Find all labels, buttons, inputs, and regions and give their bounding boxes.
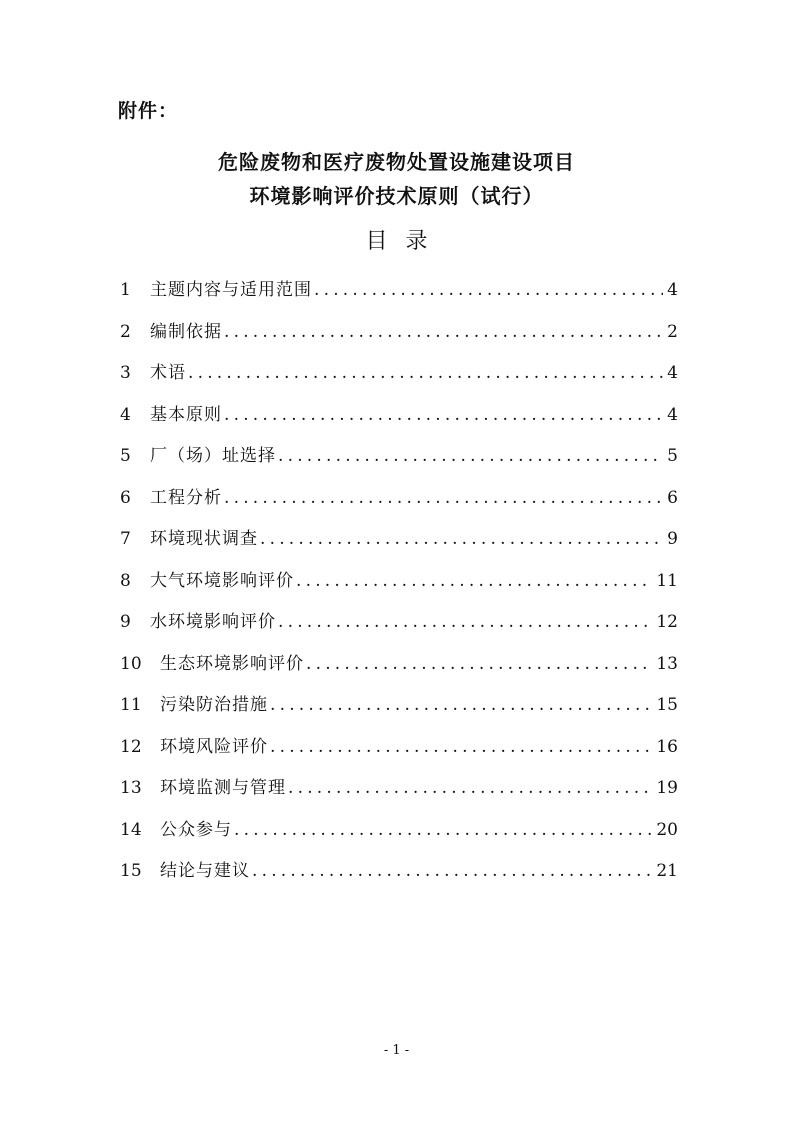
- toc-item-page: 6: [667, 487, 678, 508]
- toc-item-page: 20: [656, 819, 678, 840]
- toc-item-title: 结论与建议: [160, 861, 250, 881]
- toc-item-page: 4: [667, 280, 678, 300]
- toc-leader-dots: [224, 318, 663, 346]
- toc-item-number: 6: [120, 487, 131, 508]
- toc-leader-dots: [288, 774, 652, 802]
- toc-item-11[interactable]: [120, 691, 678, 733]
- toc-item-number: 5: [120, 446, 131, 466]
- toc-item-title: 大气环境影响评价: [150, 570, 294, 591]
- toc-item-number: 7: [120, 529, 131, 549]
- toc-item-number: 8: [120, 570, 131, 591]
- toc-item-number: 4: [120, 404, 131, 425]
- toc-item-number: 9: [120, 612, 131, 632]
- toc-item-title: 环境风险评价: [160, 736, 268, 757]
- toc-item-title: 生态环境影响评价: [160, 653, 304, 674]
- toc-item-title: 工程分析: [150, 487, 222, 508]
- toc-item-13[interactable]: [120, 774, 678, 816]
- toc-item-2[interactable]: [120, 318, 678, 360]
- toc-item-number: 13: [120, 778, 142, 798]
- toc-item-page: 15: [656, 695, 678, 715]
- toc-item-page: 21: [656, 861, 678, 881]
- toc-item-page: 4: [667, 363, 678, 383]
- toc-item-title: 水环境影响评价: [150, 612, 276, 632]
- table-of-contents: [120, 276, 678, 899]
- toc-item-8[interactable]: [120, 567, 678, 609]
- toc-item-number: 10: [120, 653, 142, 674]
- toc-leader-dots: [224, 401, 663, 429]
- toc-leader-dots: [278, 608, 652, 636]
- toc-item-number: 12: [120, 736, 142, 757]
- toc-item-page: 4: [667, 404, 678, 425]
- toc-leader-dots: [234, 816, 652, 844]
- document-title-line-1: 危险废物和医疗废物处置设施建设项目: [218, 150, 575, 174]
- toc-item-number: 3: [120, 363, 131, 383]
- toc-item-title: 公众参与: [160, 819, 232, 840]
- toc-item-5[interactable]: [120, 442, 678, 484]
- toc-leader-dots: [314, 276, 663, 304]
- toc-leader-dots: [224, 484, 663, 512]
- toc-item-12[interactable]: [120, 733, 678, 775]
- toc-leader-dots: [270, 691, 652, 719]
- toc-item-number: 2: [120, 321, 131, 342]
- toc-leader-dots: [188, 359, 663, 387]
- toc-leader-dots: [296, 567, 652, 595]
- toc-leader-dots: [270, 733, 652, 761]
- toc-item-title: 污染防治措施: [160, 695, 268, 715]
- toc-leader-dots: [306, 650, 652, 678]
- toc-item-7[interactable]: [120, 525, 678, 567]
- toc-item-6[interactable]: [120, 484, 678, 526]
- toc-item-page: 9: [667, 529, 678, 549]
- toc-item-4[interactable]: [120, 401, 678, 443]
- toc-item-15[interactable]: [120, 857, 678, 899]
- toc-item-page: 2: [667, 321, 678, 342]
- toc-item-9[interactable]: [120, 608, 678, 650]
- toc-item-title: 环境监测与管理: [160, 778, 286, 798]
- toc-item-title: 编制依据: [150, 321, 222, 342]
- toc-item-title: 术语: [150, 363, 186, 383]
- toc-item-3[interactable]: [120, 359, 678, 401]
- toc-item-10[interactable]: [120, 650, 678, 692]
- toc-item-title: 厂（场）址选择: [150, 446, 276, 466]
- toc-leader-dots: [260, 525, 663, 553]
- toc-item-number: 14: [120, 819, 142, 840]
- toc-item-page: 19: [656, 778, 678, 798]
- toc-item-page: 11: [656, 570, 678, 591]
- toc-item-14[interactable]: [120, 816, 678, 858]
- toc-leader-dots: [278, 442, 663, 470]
- toc-item-number: 1: [120, 280, 131, 300]
- toc-item-page: 12: [656, 612, 678, 632]
- toc-item-number: 15: [120, 861, 142, 881]
- toc-leader-dots: [252, 857, 652, 885]
- toc-item-page: 16: [656, 736, 678, 757]
- toc-item-number: 11: [120, 695, 142, 715]
- toc-item-page: 13: [656, 653, 678, 674]
- toc-item-page: 5: [667, 446, 678, 466]
- toc-item-title: 主题内容与适用范围: [150, 280, 312, 300]
- toc-item-title: 基本原则: [150, 404, 222, 425]
- page-number: - 1 -: [383, 1043, 410, 1058]
- toc-heading: 目录: [365, 229, 446, 254]
- attachment-label: 附件：: [118, 100, 179, 122]
- document-title-line-2: 环境影响评价技术原则（试行）: [249, 184, 544, 208]
- toc-item-title: 环境现状调查: [150, 529, 258, 549]
- toc-item-1[interactable]: [120, 276, 678, 318]
